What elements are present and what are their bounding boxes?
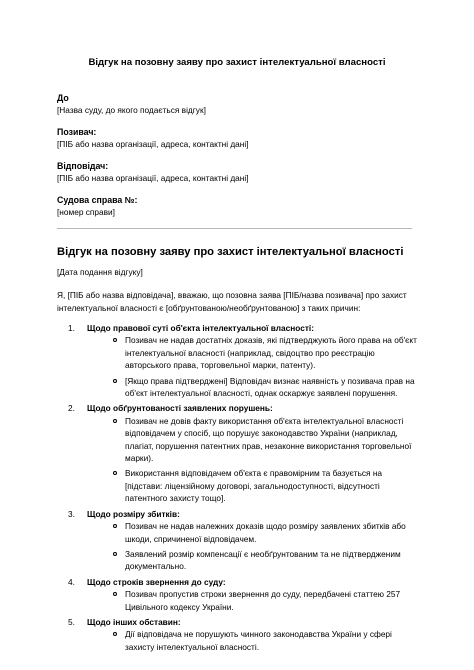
sub-item: [125, 548, 417, 573]
sub-item: [125, 520, 417, 545]
sub-item: [125, 467, 417, 504]
point-heading: Щодо правової суті об'єкта інтелектуальної власності:: [87, 323, 314, 333]
sub-item: [125, 628, 417, 653]
sub-item-text: Використання відповідачем об'єкта є правомірним та базується на [підстави: ліцензійному договорі, загальнодоступності, відсутності патентного захисту тощо].: [125, 468, 383, 504]
party-label: Позивач:: [57, 127, 97, 137]
document-title: Відгук на позовну заяву про захист інтелектуальної власності: [88, 57, 386, 68]
circle-bullet-icon: [113, 471, 117, 475]
circle-bullet-icon: [113, 379, 117, 383]
submission-date: [Дата подання відгуку]: [57, 267, 143, 277]
party-value: [номер справи]: [57, 207, 115, 217]
point-number: 4.: [68, 576, 75, 587]
point-number: 3.: [68, 508, 75, 519]
party-plaintiff: [57, 126, 417, 150]
point-item: [57, 508, 417, 573]
point-heading: Щодо інших обставин:: [87, 616, 181, 627]
sub-item: [125, 588, 417, 613]
party-label: До: [57, 93, 69, 103]
point-number: 2.: [68, 403, 75, 414]
party-case-number: [57, 194, 417, 218]
party-value: [ПІБ або назва організації, адреса, контактні дані]: [57, 173, 249, 183]
points-list: [57, 322, 417, 656]
sub-item: [125, 375, 417, 400]
section-title: Відгук на позовну заяву про захист інтелектуальної власності: [57, 246, 404, 258]
sub-item-text: Позивач не надав належних доказів щодо розміру заявлених збитків або шкоди, спричиненої відповідачем.: [125, 521, 406, 544]
party-value: [ПІБ або назва організації, адреса, контактні дані]: [57, 139, 249, 149]
circle-bullet-icon: [113, 592, 117, 596]
sub-item-text: [Якщо права підтверджені] Відповідач визнає наявність у позивача прав на об'єкт інтелектуальної власності, однак оскаржує заявлені порушення.: [125, 375, 415, 399]
point-heading: Щодо строків звернення до суду:: [87, 576, 226, 587]
point-item: [57, 322, 417, 399]
circle-bullet-icon: [113, 419, 117, 423]
party-court: [57, 92, 417, 116]
sub-item: [125, 415, 417, 465]
point-number: 5.: [68, 616, 75, 627]
party-label: Відповідач:: [57, 161, 109, 171]
party-defendant: [57, 160, 417, 184]
sub-item-text: Позивач не довів факту використання об'єкта інтелектуальної власності відповідачем у спосіб, що порушує законодавство України (наприклад, плагіат, порушення патентних прав, незаконне використання торговельної марки).: [125, 415, 412, 464]
point-heading: Щодо обґрунтованості заявлених порушень:: [87, 403, 273, 414]
sub-item-text: Позивач не надав достатніх доказів, які підтверджують його права на об'єкт інтелектуальної власності (наприклад, свідоцтво про реєстрацію авторського права, торговельної марки, патенту).: [125, 335, 417, 371]
sub-item-text: Заявлений розмір компенсації є необґрунтованим та не підтвердженим документально.: [125, 548, 401, 572]
party-value: [Назва суду, до якого подається відгук]: [57, 105, 206, 115]
circle-bullet-icon: [113, 632, 117, 636]
point-heading: Щодо розміру збитків:: [87, 508, 180, 519]
circle-bullet-icon: [113, 552, 117, 556]
sub-item-text: Позивач пропустив строки звернення до суду, передбачені статтею 257 Цивільного кодексу України.: [125, 589, 401, 612]
intro-paragraph: Я, [ПІБ або назва відповідача], вважаю, що позовна заява [ПІБ/назва позивача] про захист інтелектуальної власності є [обґрунтованою/необґрунтованою] з таких причин:: [57, 290, 407, 313]
point-item: [57, 576, 417, 613]
party-label: Судова справа №:: [57, 195, 138, 205]
point-number: 1.: [68, 323, 75, 333]
sub-item-text: Дії відповідача не порушують чинного законодавства України у сфері захисту інтелектуальної власності.: [125, 629, 392, 652]
horizontal-divider: [57, 228, 412, 229]
point-item: [57, 402, 417, 504]
sub-item: [125, 334, 417, 371]
parties-block: [57, 92, 417, 228]
circle-bullet-icon: [113, 524, 117, 528]
point-item: [57, 616, 417, 653]
circle-bullet-icon: [113, 338, 117, 342]
